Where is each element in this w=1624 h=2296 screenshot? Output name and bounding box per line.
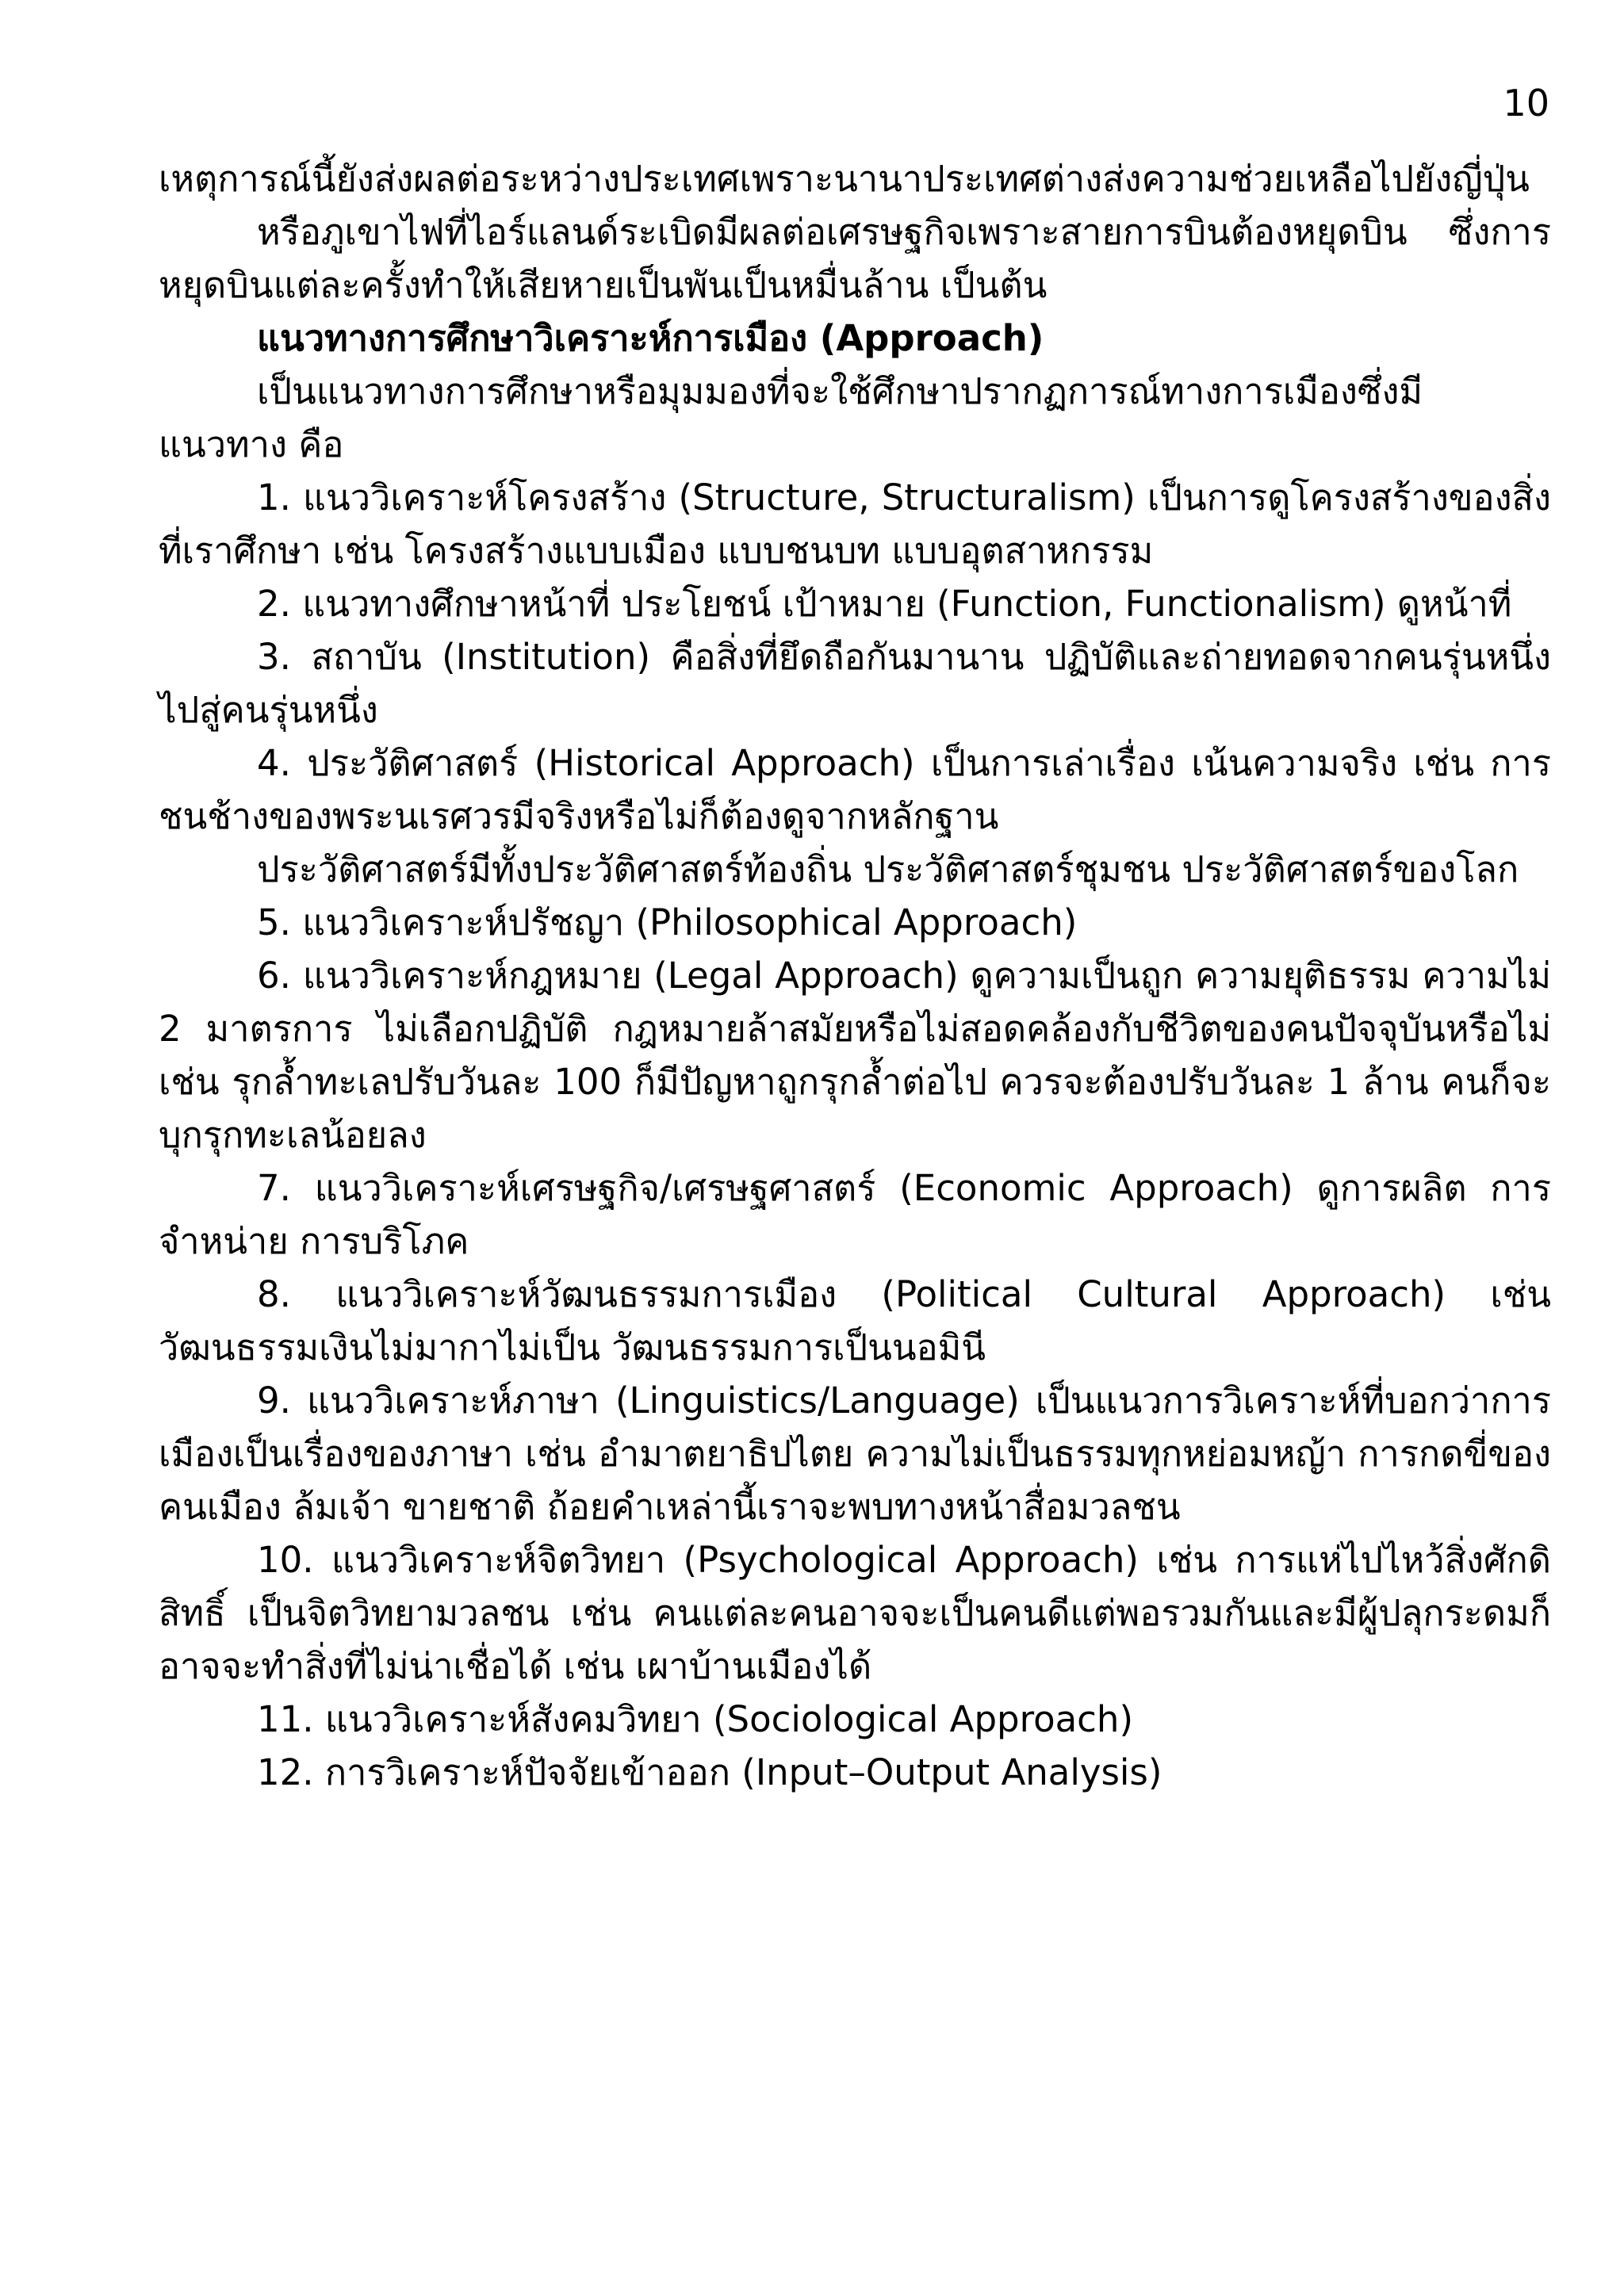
- page-number: 10: [1503, 82, 1549, 124]
- list-item-function: 2. แนวทางศึกษาหน้าที่ ประโยชน์ เป้าหมาย (Function, Functionalism) ดูหน้าที่: [257, 583, 1512, 625]
- section-heading-approach: แนวทางการศึกษาวิเคราะห์การเมือง (Approach): [257, 317, 1044, 359]
- list-item-linguistics: 9. แนววิเคราะห์ภาษา (Linguistics/Language) เป็นแนวการวิเคราะห์ที่บอกว่าการเมืองเป็นเรื่องของภาษา เช่น อำมาตยาธิปไตย ความไม่เป็นธรรมทุกหย่อมหญ้า การกดขี่ของคนเมือง ล้มเจ้า ขายชาติ ถ้อยคำเหล่านี้เราจะพบทางหน้าสื่อมวลชน: [159, 1380, 1551, 1528]
- list-item-institution: 3. สถาบัน (Institution) คือสิ่งที่ยึดถือกันมานาน ปฏิบัติและถ่ายทอดจากคนรุ่นหนึ่งไปสู่คนรุ่นหนึ่ง: [159, 636, 1551, 731]
- list-item-sociological: 11. แนววิเคราะห์สังคมวิทยา (Sociological Approach): [257, 1698, 1134, 1740]
- list-item-psychological: 10. แนววิเคราะห์จิตวิทยา (Psychological Approach) เช่น การแห่ไปไหว้สิ่งศักดิสิทธิ์ เป็นจิตวิทยามวลชน เช่น คนแต่ละคนอาจจะเป็นคนดีแต่พอรวมกันและมีผู้ปลุกระดมก็อาจจะทำสิ่งที่ไม่น่าเชื่อได้ เช่น เผาบ้านเมืองได้: [159, 1539, 1551, 1687]
- list-item-economic: 7. แนววิเคราะห์เศรษฐกิจ/เศรษฐศาสตร์ (Economic Approach) ดูการผลิต การจำหน่าย การบริโภค: [159, 1167, 1551, 1262]
- paragraph-intro-continuation: เหตุการณ์นี้ยังส่งผลต่อระหว่างประเทศเพราะนานาประเทศต่างส่งความช่วยเหลือไปยังญี่ปุ่น: [159, 158, 1530, 200]
- list-item-input-output: 12. การวิเคราะห์ปัจจัยเข้าออก (Input–Output Analysis): [257, 1751, 1162, 1793]
- list-item-legal: 6. แนววิเคราะห์กฎหมาย (Legal Approach) ดูความเป็นถูก ความยุติธรรม ความไม่ 2 มาตรการ ไม่เลือกปฏิบัติ กฎหมายล้าสมัยหรือไม่สอดคล้องกับชีวิตของคนปัจจุบันหรือไม่ เช่น รุกล้ำทะเลปรับวันละ 100 ก็มีปัญหาถูกรุกล้ำต่อไป ควรจะต้องปรับวันละ 1 ล้าน คนก็จะบุกรุกทะเลน้อยลง: [159, 955, 1551, 1156]
- paragraph-approach-definition: เป็นแนวทางการศึกษาหรือมุมมองที่จะใช้ศึกษาปรากฏการณ์ทางการเมืองซึ่งมีแนวทาง คือ: [159, 370, 1423, 465]
- list-item-philosophical: 5. แนววิเคราะห์ปรัชญา (Philosophical Approach): [257, 901, 1078, 943]
- list-item-historical-detail: ประวัติศาสตร์มีทั้งประวัติศาสตร์ท้องถิ่น ประวัติศาสตร์ชุมชน ประวัติศาสตร์ของโลก: [257, 848, 1519, 890]
- list-item-structure: 1. แนววิเคราะห์โครงสร้าง (Structure, Structuralism) เป็นการดูโครงสร้างของสิ่งที่เราศึกษา เช่น โครงสร้างแบบเมือง แบบชนบท แบบอุตสาหกรรม: [159, 476, 1551, 572]
- body-text: [159, 152, 1551, 1799]
- list-item-political-cultural: 8. แนววิเคราะห์วัฒนธรรมการเมือง (Political Cultural Approach) เช่น วัฒนธรรมเงินไม่มากาไม่เป็น วัฒนธรรมการเป็นนอมินี: [159, 1273, 1551, 1368]
- paragraph-volcano-example: หรือภูเขาไฟที่ไอร์แลนด์ระเบิดมีผลต่อเศรษฐกิจเพราะสายการบินต้องหยุดบิน ซึ่งการหยุดบินแต่ละครั้งทำให้เสียหายเป็นพันเป็นหมื่นล้าน เป็นต้น: [159, 211, 1551, 306]
- list-item-historical: 4. ประวัติศาสตร์ (Historical Approach) เป็นการเล่าเรื่อง เน้นความจริง เช่น การชนช้างของพระนเรศวรมีจริงหรือไม่ก็ต้องดูจากหลักฐาน: [159, 742, 1551, 837]
